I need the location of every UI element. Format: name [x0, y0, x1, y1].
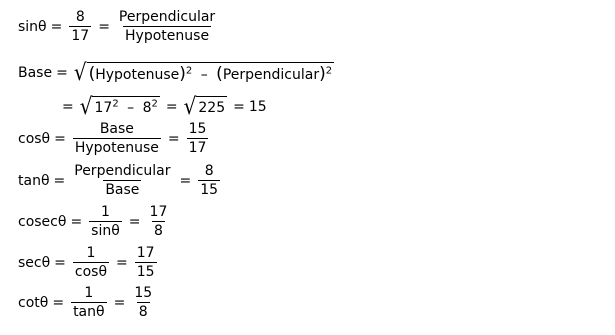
- cosec-equation: [18, 203, 172, 240]
- denominator: 15: [136, 264, 155, 280]
- exponent: 2: [151, 98, 158, 110]
- exponent: 2: [325, 65, 333, 77]
- fraction: [71, 284, 107, 321]
- equals-sign: =: [50, 18, 63, 35]
- numerator: 15: [134, 285, 153, 301]
- denominator: Hypotenuse: [125, 28, 210, 44]
- fraction: [135, 244, 157, 281]
- equals-sign: =: [62, 98, 74, 115]
- radical: [73, 58, 334, 86]
- cos-equation: [18, 120, 211, 157]
- equals-sign: =: [70, 213, 83, 230]
- equals-sign: =: [98, 18, 110, 35]
- equals-sign: =: [128, 213, 141, 230]
- numerator: 15: [188, 121, 207, 137]
- sin-equation: [18, 8, 220, 45]
- term-hypotenuse: Hypotenuse: [95, 67, 180, 83]
- cos-label: cosθ: [18, 130, 51, 147]
- equals-sign: =: [54, 130, 66, 147]
- denominator: sinθ: [91, 223, 120, 239]
- result: 15: [248, 98, 267, 115]
- fraction: [72, 162, 172, 199]
- minus-sign: –: [200, 67, 208, 83]
- sec-label: secθ: [18, 254, 51, 271]
- fraction: [73, 120, 161, 157]
- numerator: 1: [84, 285, 94, 301]
- equals-sign: =: [165, 98, 178, 115]
- numerator: 17: [136, 245, 155, 261]
- numerator: Perpendicular: [74, 163, 171, 179]
- numerator: 1: [86, 245, 96, 261]
- equals-sign: =: [167, 130, 180, 147]
- radical-sign: √: [73, 58, 87, 86]
- numerator: 17: [149, 204, 168, 220]
- base-equation: [18, 58, 336, 86]
- sin-label: sinθ: [18, 18, 47, 35]
- equals-sign: =: [179, 172, 192, 189]
- tan-equation: [18, 162, 223, 199]
- equals-sign: =: [56, 65, 68, 81]
- base-label: Base: [18, 65, 53, 81]
- denominator: 15: [200, 182, 219, 198]
- term: 8: [142, 100, 152, 116]
- fraction: [73, 244, 109, 281]
- radical-body: [92, 96, 159, 117]
- equals-sign: =: [113, 294, 126, 311]
- minus-sign: –: [127, 100, 135, 116]
- exponent: 2: [185, 65, 193, 77]
- numerator: Perpendicular: [118, 9, 216, 25]
- fraction: [132, 284, 154, 321]
- numerator: 8: [204, 163, 214, 179]
- radical: [183, 92, 227, 120]
- denominator: tanθ: [73, 304, 105, 320]
- radical: [79, 92, 160, 120]
- fraction: [148, 203, 170, 240]
- equals-sign: =: [52, 294, 65, 311]
- equals-sign: =: [233, 98, 245, 115]
- radical-sign: √: [79, 92, 93, 120]
- fraction: [187, 120, 209, 157]
- term: 17: [94, 100, 113, 116]
- equals-sign: =: [53, 172, 66, 189]
- numerator: Base: [99, 121, 134, 137]
- base-computation: [58, 92, 267, 120]
- numerator: 8: [75, 9, 85, 25]
- numerator: 1: [101, 204, 110, 220]
- sec-equation: [18, 244, 160, 281]
- equals-sign: =: [54, 254, 66, 271]
- radical-sign: √: [183, 92, 197, 120]
- cot-equation: [18, 284, 157, 321]
- exponent: 2: [112, 98, 119, 110]
- cosec-label: cosecθ: [18, 213, 67, 230]
- denominator: Hypotenuse: [74, 140, 159, 156]
- cot-label: cotθ: [18, 294, 49, 311]
- denominator: cosθ: [74, 264, 108, 280]
- fraction: [89, 203, 122, 240]
- term-perpendicular: Perpendicular: [222, 67, 320, 83]
- denominator: 17: [71, 28, 90, 44]
- denominator: 8: [153, 223, 163, 239]
- fraction: [198, 162, 220, 199]
- equals-sign: =: [116, 254, 128, 271]
- sin-fraction-words: [117, 8, 217, 45]
- denominator: 8: [138, 304, 148, 320]
- denominator: Base: [105, 182, 140, 198]
- sin-fraction-numeric: [69, 8, 91, 45]
- denominator: 17: [188, 140, 207, 156]
- radical-body: (Hypotenuse)$^2$ – (Perpendicular)$^2$: [88, 64, 333, 84]
- radical-body: 225: [196, 96, 227, 117]
- tan-label: tanθ: [18, 172, 50, 189]
